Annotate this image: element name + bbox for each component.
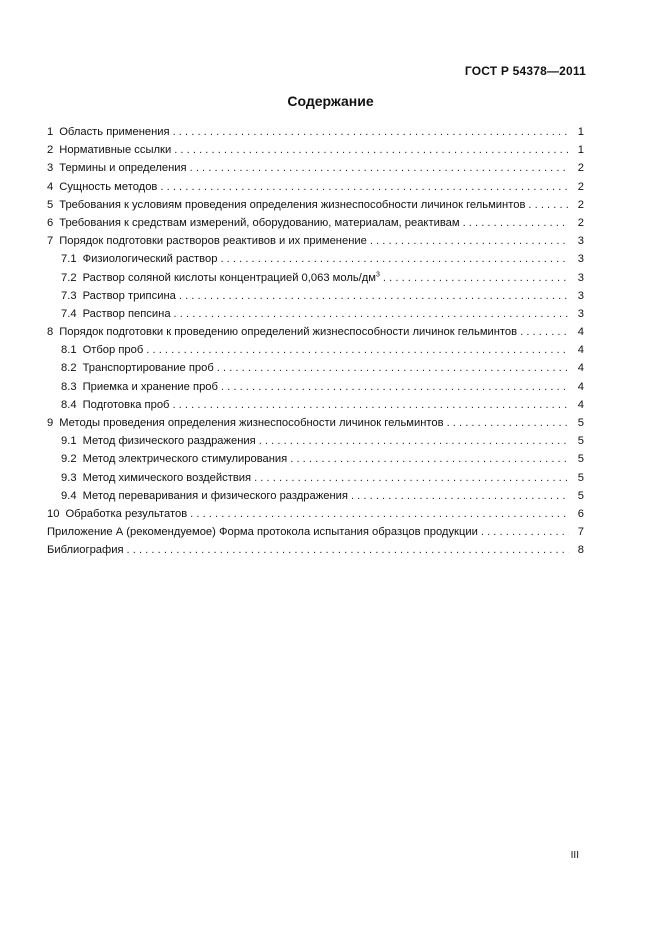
toc-entry-label-text: Область применения bbox=[59, 126, 170, 138]
toc-entry-page: 5 bbox=[577, 489, 584, 502]
toc-entry-page: 3 bbox=[577, 253, 584, 266]
toc-entry-label-text: Термины и определения bbox=[59, 162, 187, 175]
toc-leader-dots bbox=[127, 541, 569, 559]
toc-entry-label-text: Нормативные ссылки bbox=[59, 144, 172, 157]
page-number: III bbox=[570, 850, 579, 861]
toc-leader-dots bbox=[160, 178, 569, 196]
toc-entry-page: 2 bbox=[577, 216, 584, 229]
toc-entry-number: 2 bbox=[47, 144, 54, 157]
toc-entry-label bbox=[83, 341, 144, 359]
toc-entry-number: 7.4 bbox=[61, 307, 77, 320]
toc-entry-number: 8.4 bbox=[61, 398, 77, 411]
toc-entry-number: 5 bbox=[47, 198, 54, 211]
toc-entry-number: 4 bbox=[47, 180, 54, 193]
toc-entry-label bbox=[83, 359, 214, 377]
toc-entry-label bbox=[65, 505, 187, 523]
toc-entry-page: 7 bbox=[577, 526, 584, 539]
toc-entry[interactable] bbox=[47, 232, 584, 250]
toc-leader-dots bbox=[172, 396, 569, 414]
toc-entry-page: 4 bbox=[577, 380, 584, 393]
toc-leader-dots bbox=[221, 378, 569, 396]
toc-entry[interactable] bbox=[47, 287, 584, 305]
toc-entry-page: 1 bbox=[577, 144, 584, 157]
toc-entry-number: 8.1 bbox=[61, 344, 77, 357]
toc-entry-number: 9.2 bbox=[61, 453, 77, 466]
toc-leader-dots bbox=[481, 523, 569, 541]
toc-entry-page: 5 bbox=[577, 471, 584, 484]
toc-entry-label-text: Методы проведения определения жизнеспособности личинок гельминтов bbox=[59, 417, 444, 429]
toc-entry[interactable] bbox=[47, 432, 584, 450]
toc-entry-number: 9 bbox=[47, 417, 54, 429]
toc-entry-label bbox=[47, 541, 124, 559]
toc-leader-dots bbox=[174, 141, 569, 159]
toc-entry-label bbox=[83, 469, 252, 487]
toc-entry-label-text: Метод переваривания и физического раздражения bbox=[82, 489, 348, 502]
toc-entry[interactable] bbox=[47, 396, 584, 414]
toc-entry-label bbox=[83, 432, 256, 450]
toc-entry-label bbox=[59, 232, 367, 250]
toc-entry[interactable] bbox=[47, 487, 584, 505]
toc-leader-dots bbox=[351, 487, 569, 505]
toc-entry[interactable] bbox=[47, 178, 584, 196]
toc-entry[interactable] bbox=[47, 414, 584, 432]
toc-leader-dots bbox=[190, 159, 569, 177]
toc-entry[interactable] bbox=[47, 123, 584, 141]
toc-entry-page: 2 bbox=[577, 180, 584, 193]
toc-entry-label-text: Требования к средствам измерений, оборудованию, материалам, реактивам bbox=[59, 216, 460, 229]
toc-leader-dots bbox=[179, 287, 569, 305]
toc-entry[interactable] bbox=[47, 196, 584, 214]
toc-entry-label-text: Подготовка проб bbox=[82, 398, 170, 411]
toc-leader-dots bbox=[190, 505, 569, 523]
toc-entry-label bbox=[59, 123, 169, 141]
toc-entry-label-text: Требования к условиям проведения определения жизнеспособности личинок гельминтов bbox=[59, 198, 526, 211]
toc-entry-label-text: Приемка и хранение проб bbox=[82, 380, 218, 393]
toc-entry-label bbox=[59, 214, 459, 232]
toc-leader-dots bbox=[220, 250, 569, 268]
toc-entry-label bbox=[59, 159, 186, 177]
toc-entry-label-text: Порядок подготовки растворов реактивов и их применение bbox=[59, 235, 367, 248]
toc-entry[interactable] bbox=[47, 269, 584, 287]
toc-leader-dots bbox=[528, 196, 569, 214]
toc-entry[interactable] bbox=[47, 341, 584, 359]
toc-entry-number: 6 bbox=[47, 216, 54, 229]
toc-entry[interactable] bbox=[47, 469, 584, 487]
toc-entry-page: 8 bbox=[577, 544, 584, 557]
toc-title: Содержание bbox=[287, 93, 374, 109]
table-of-contents bbox=[47, 123, 584, 560]
toc-entry-page: 4 bbox=[577, 362, 584, 375]
toc-entry[interactable] bbox=[47, 541, 584, 559]
toc-entry-page: 1 bbox=[577, 126, 584, 138]
toc-entry-page: 3 bbox=[577, 235, 584, 248]
toc-entry-page: 3 bbox=[577, 307, 584, 320]
toc-entry-page: 6 bbox=[577, 507, 584, 520]
toc-leader-dots bbox=[463, 214, 569, 232]
toc-entry-number: 1 bbox=[47, 126, 54, 138]
toc-entry-page: 4 bbox=[577, 344, 584, 357]
toc-entry-page: 5 bbox=[577, 453, 584, 466]
toc-entry-page: 3 bbox=[577, 289, 584, 302]
toc-leader-dots bbox=[370, 232, 569, 250]
toc-entry-label bbox=[83, 487, 348, 505]
toc-entry-label-text: Транспортирование проб bbox=[82, 362, 214, 375]
toc-entry-page: 4 bbox=[577, 398, 584, 411]
toc-entry-label-text: Метод электрического стимулирования bbox=[82, 453, 288, 466]
toc-entry-label-text: Физиологический раствор bbox=[82, 253, 218, 266]
toc-leader-dots bbox=[174, 305, 569, 323]
toc-entry-label-text: Раствор соляной кислоты концентрацией 0,063 моль/дм bbox=[82, 271, 377, 284]
toc-entry-number: 10 bbox=[47, 507, 60, 520]
toc-entry[interactable] bbox=[47, 450, 584, 468]
toc-entry[interactable] bbox=[47, 305, 584, 323]
toc-entry-label bbox=[47, 523, 478, 541]
toc-entry-label-text: Приложение А (рекомендуемое) Форма протокола испытания образцов продукции bbox=[47, 526, 478, 539]
toc-entry-number: 9.3 bbox=[61, 471, 77, 484]
toc-leader-dots bbox=[447, 414, 569, 432]
toc-entry-number: 9.4 bbox=[61, 489, 77, 502]
toc-entry-label-text: Обработка результатов bbox=[65, 507, 188, 520]
toc-leader-dots bbox=[383, 269, 569, 287]
toc-entry-number: 7.2 bbox=[61, 271, 77, 284]
toc-entry-page: 4 bbox=[577, 326, 584, 339]
toc-entry-label bbox=[59, 141, 171, 159]
toc-entry-number: 9.1 bbox=[61, 435, 77, 448]
toc-entry-label-superscript: 3 bbox=[376, 270, 380, 278]
toc-entry-label-text: Порядок подготовки к проведению определений жизнеспособности личинок гельминтов bbox=[59, 326, 518, 339]
toc-entry-label-text: Библиография bbox=[47, 544, 124, 557]
toc-entry-label-text: Метод физического раздражения bbox=[82, 435, 256, 448]
toc-entry-label bbox=[83, 378, 218, 396]
toc-entry-page: 2 bbox=[577, 162, 584, 175]
toc-entry[interactable] bbox=[47, 141, 584, 159]
toc-entry-number: 8.3 bbox=[61, 380, 77, 393]
toc-entry-label bbox=[83, 396, 170, 414]
toc-entry-label-text: Отбор проб bbox=[82, 344, 144, 357]
toc-entry[interactable] bbox=[47, 323, 584, 341]
toc-leader-dots bbox=[520, 323, 569, 341]
toc-entry-label bbox=[83, 287, 176, 305]
toc-leader-dots bbox=[173, 123, 569, 141]
toc-entry-label-text: Раствор пепсина bbox=[82, 307, 171, 320]
toc-entry-page: 5 bbox=[577, 435, 584, 448]
toc-entry-number: 8.2 bbox=[61, 362, 77, 375]
toc-entry-number: 3 bbox=[47, 162, 54, 175]
toc-entry-label bbox=[83, 250, 218, 268]
toc-entry-label-text: Раствор трипсина bbox=[82, 289, 176, 302]
toc-entry-label bbox=[59, 414, 443, 432]
toc-leader-dots bbox=[146, 341, 569, 359]
toc-entry[interactable] bbox=[47, 523, 584, 541]
toc-leader-dots bbox=[217, 359, 569, 377]
toc-entry-label bbox=[59, 323, 517, 341]
toc-entry[interactable] bbox=[47, 214, 584, 232]
toc-entry-number: 7.3 bbox=[61, 289, 77, 302]
toc-entry[interactable] bbox=[47, 505, 584, 523]
toc-leader-dots bbox=[259, 432, 569, 450]
toc-entry-label-text: Сущность методов bbox=[59, 180, 158, 193]
toc-entry-number: 7.1 bbox=[61, 253, 77, 266]
toc-entry[interactable] bbox=[47, 359, 584, 377]
toc-entry-label bbox=[59, 196, 525, 214]
toc-entry-label bbox=[83, 450, 288, 468]
toc-entry-label bbox=[83, 269, 380, 287]
toc-entry[interactable] bbox=[47, 159, 584, 177]
toc-leader-dots bbox=[290, 450, 569, 468]
toc-entry-page: 2 bbox=[577, 198, 584, 211]
toc-entry-label-text: Метод химического воздействия bbox=[82, 471, 252, 484]
toc-entry-number: 8 bbox=[47, 326, 54, 339]
toc-leader-dots bbox=[254, 469, 569, 487]
standard-code: ГОСТ Р 54378—2011 bbox=[464, 64, 586, 78]
toc-entry-number: 7 bbox=[47, 235, 54, 248]
toc-entry[interactable] bbox=[47, 378, 584, 396]
toc-entry-label bbox=[83, 305, 171, 323]
toc-entry-page: 5 bbox=[577, 417, 584, 429]
toc-entry-label bbox=[59, 178, 157, 196]
toc-entry-page: 3 bbox=[577, 271, 584, 284]
toc-entry[interactable] bbox=[47, 250, 584, 268]
